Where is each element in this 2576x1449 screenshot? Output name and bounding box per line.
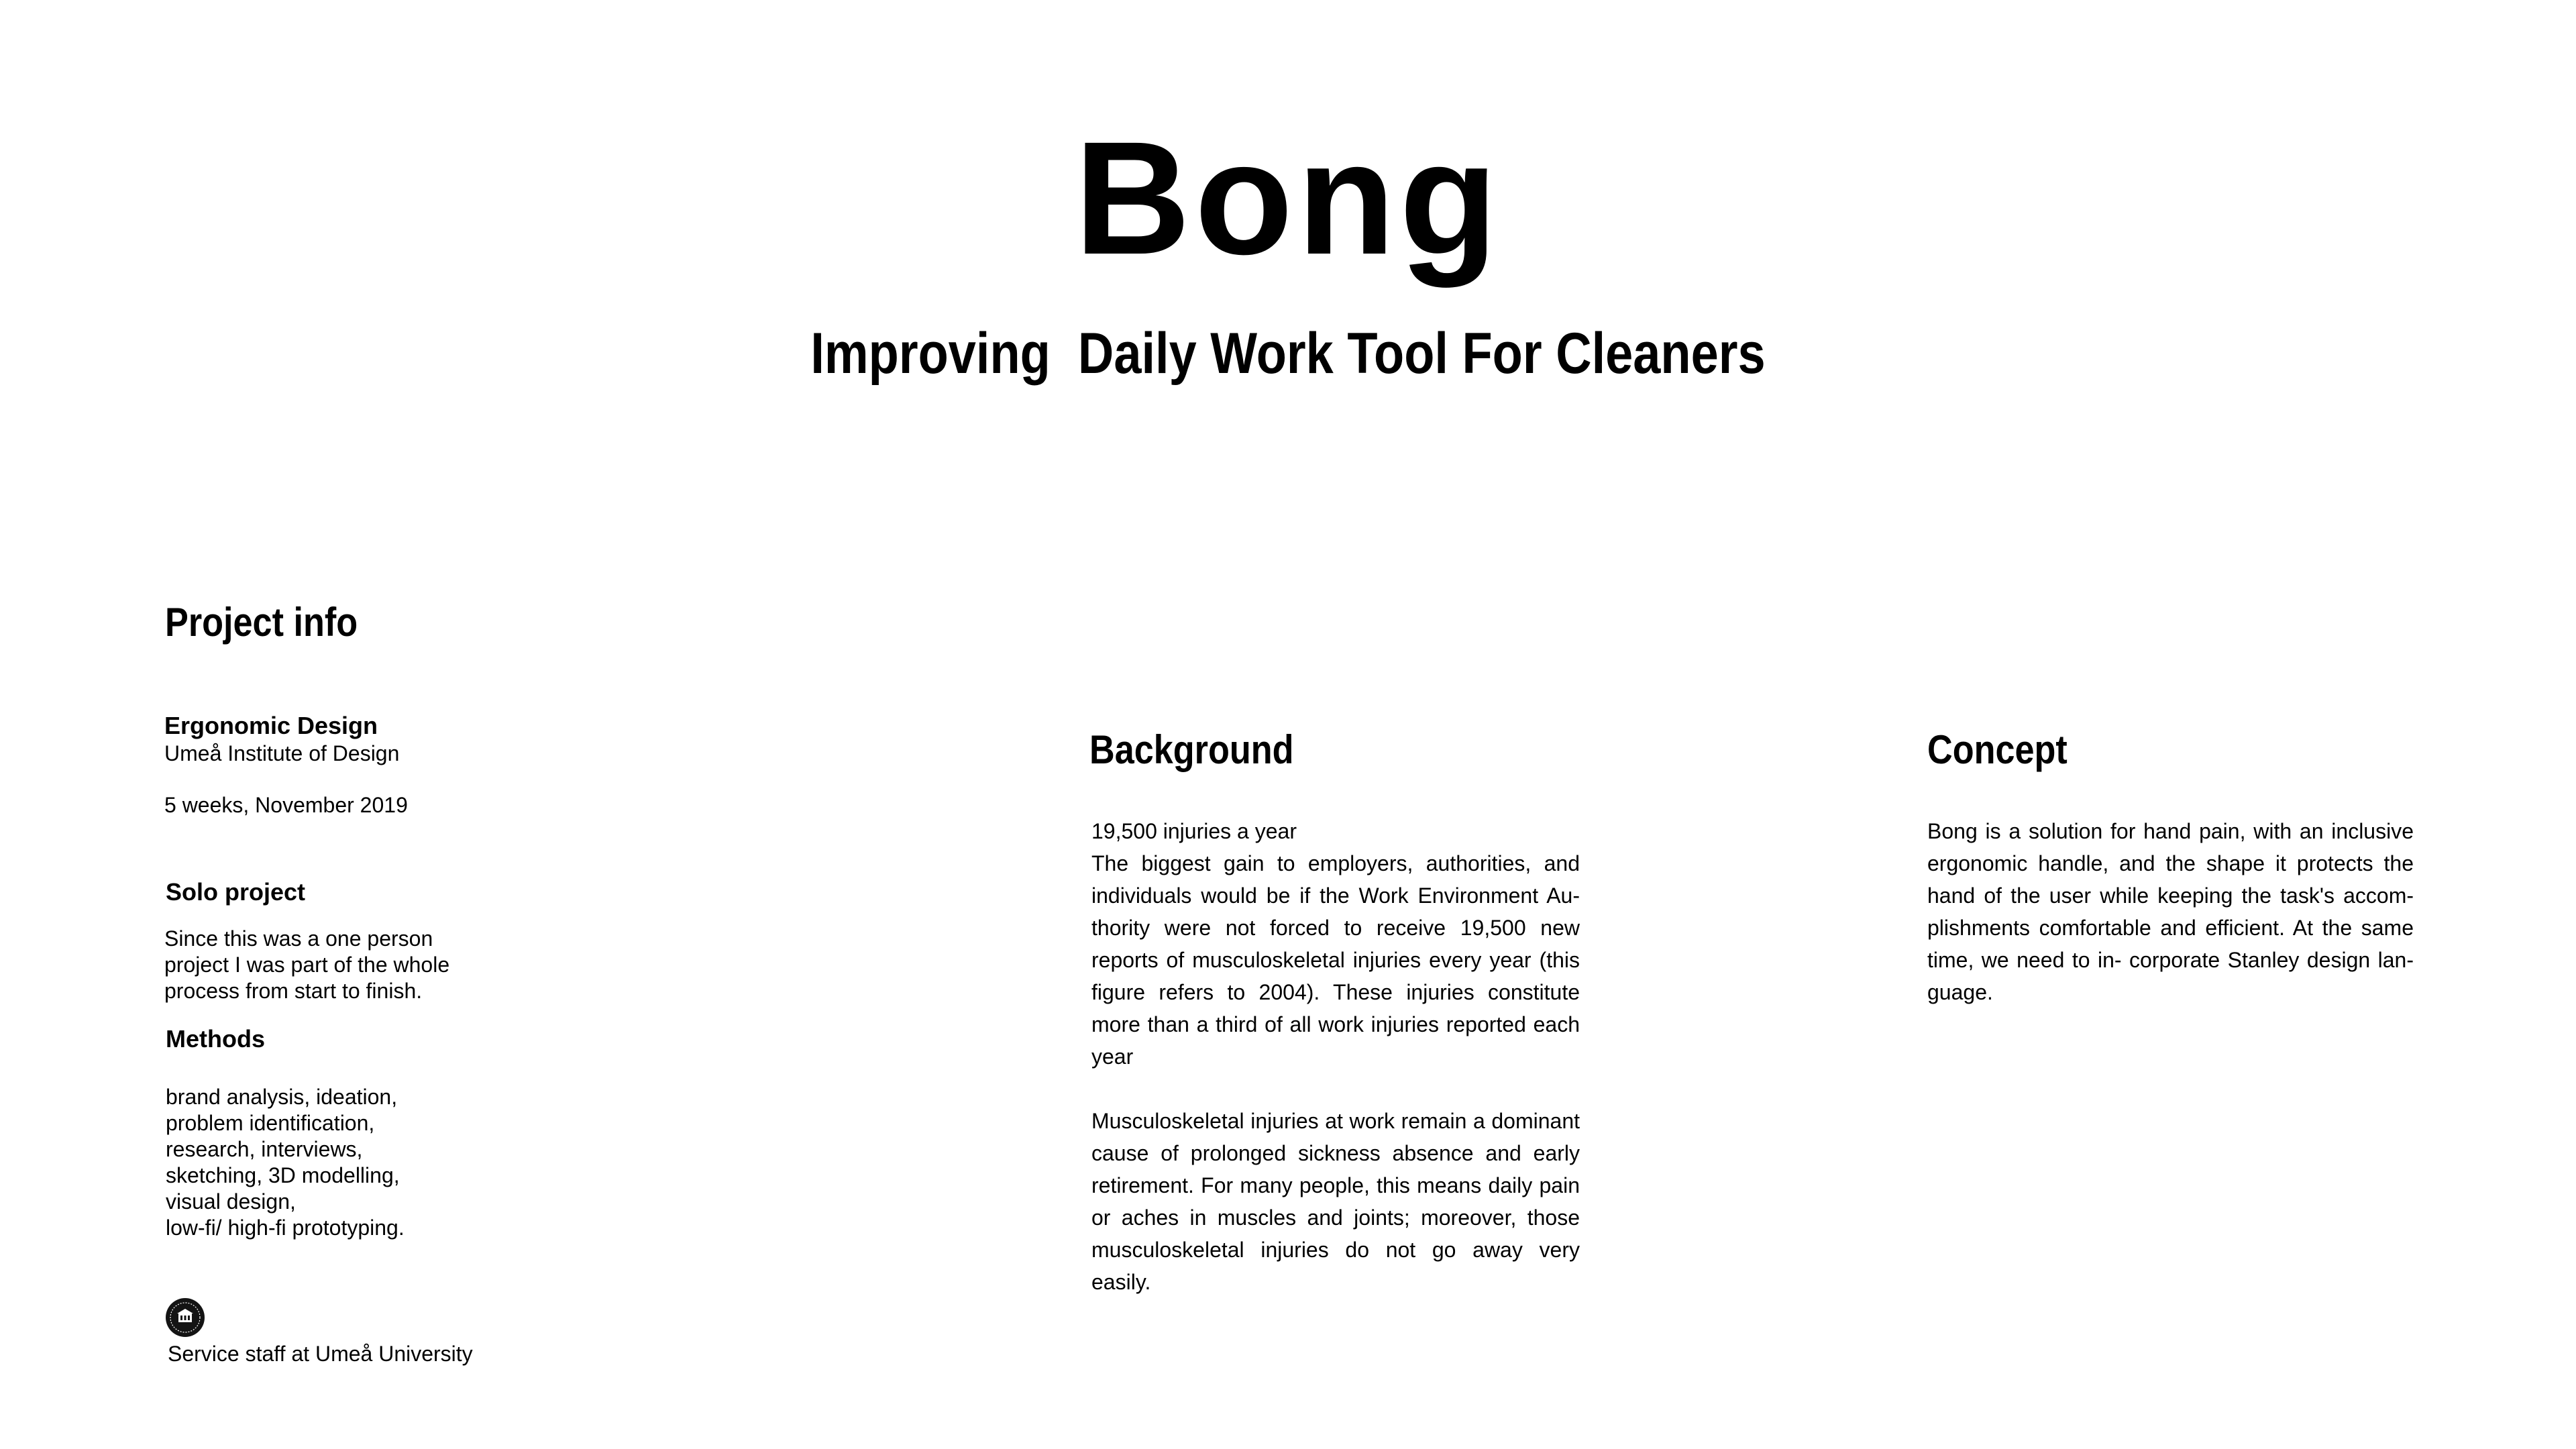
institution-name: Umeå Institute of Design <box>164 741 400 765</box>
solo-project-description <box>164 926 449 1004</box>
methods-list <box>166 1084 405 1241</box>
background-paragraph-2: Musculoskeletal injuries at work remain a dominant cause of prolonged sickness absence and early retirement. For many people, this means daily pain or aches in muscles and joints; moreover, those musculoskeletal injuries do not go away very easily. <box>1091 1109 1580 1294</box>
method-line: brand analysis, ideation, <box>166 1085 398 1109</box>
client-caption: Service staff at Umeå University <box>168 1342 473 1366</box>
method-line: low-fi/ high-fi prototyping. <box>166 1216 405 1240</box>
project-duration: 5 weeks, November 2019 <box>164 793 408 817</box>
background-body <box>1091 815 1580 1298</box>
background-heading: Background <box>1089 727 1294 772</box>
method-line: sketching, 3D modelling, <box>166 1163 400 1187</box>
method-line: visual design, <box>166 1189 296 1214</box>
page-title: Bong <box>1074 108 1502 288</box>
project-info-heading: Project info <box>165 600 358 645</box>
method-line: problem identification, <box>166 1111 375 1135</box>
solo-line: Since this was a one person <box>164 926 433 951</box>
university-seal-icon <box>166 1298 205 1337</box>
course-name: Ergonomic Design <box>164 712 378 739</box>
solo-line: process from start to finish. <box>164 979 423 1003</box>
solo-line: project I was part of the whole <box>164 953 450 977</box>
concept-heading: Concept <box>1927 727 2068 772</box>
background-paragraph-1: The biggest gain to employers, authorities, and individuals would be if the Work Environment Au- thority were not forced to receive 19,500 new reports of musculoskeletal injuries every year (this figure refers to 2004). These injuries constitute more than a third of all work injuries reported each year <box>1091 851 1580 1069</box>
concept-body <box>1927 815 2414 1008</box>
background-stat: 19,500 injuries a year <box>1091 819 1297 843</box>
concept-paragraph: Bong is a solution for hand pain, with an inclusive ergonomic handle, and the shape it protects the hand of the user while keeping the task's accom- plishments comfortable and efficient. At the same time, we need to in- corporate Stanley design lan- guage. <box>1927 819 2414 1004</box>
page-subtitle: Improving Daily Work Tool For Cleaners <box>810 321 1766 386</box>
solo-project-heading: Solo project <box>166 878 306 906</box>
method-line: research, interviews, <box>166 1137 363 1161</box>
methods-heading: Methods <box>166 1025 265 1053</box>
